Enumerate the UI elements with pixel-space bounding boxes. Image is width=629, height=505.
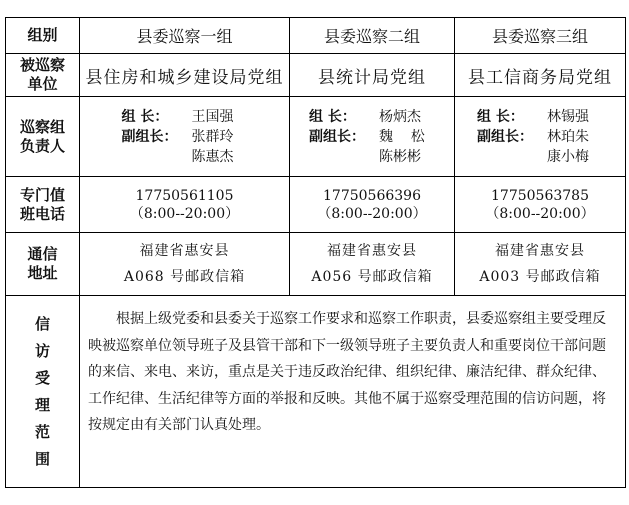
deputy-title: 副组长： <box>477 128 533 145</box>
phone-label-line: 专门值 <box>19 185 65 204</box>
inspection-info-table-sheet <box>5 17 625 501</box>
deputy-name: 陈惠杰 <box>191 148 234 165</box>
address-cell-3 <box>455 233 626 296</box>
leaders-group-3 <box>455 97 626 177</box>
phone-number: 17750566396 <box>323 187 421 204</box>
address-box: A003 号邮政信箱 <box>479 269 601 285</box>
scope-row <box>6 296 626 488</box>
deputy-name: 张群玲 <box>191 128 234 145</box>
phone-number: 17750561105 <box>135 187 234 204</box>
deputy-name: 魏 松 <box>379 128 425 145</box>
leaders-group-1 <box>80 97 290 177</box>
unit-1: 县住房和城乡建设局党组 <box>80 54 290 97</box>
unit-row <box>6 54 626 97</box>
scope-label-char: 围 <box>34 449 50 468</box>
address-label-line: 地址 <box>27 264 58 282</box>
phone-label <box>6 177 80 233</box>
address-label <box>6 233 80 296</box>
phone-cell-2 <box>290 177 455 233</box>
scope-text: 根据上级党委和县委关于巡察工作要求和巡察工作职责，县委巡察组主要受理反映被巡察单位领导班子及县管干部和下一级领导班子主要负责人和重要岗位干部问题的来信、来电、来访，重点是关于违反政治纪律、组织纪律、廉洁纪律、群众纪律、工作纪律、生活纪律等方面的举报和反映。其他不属于巡察受理范围的信访问题，将按规定由有关部门认真处理。 <box>80 296 626 488</box>
deputy-name: 陈彬彬 <box>379 148 421 165</box>
phone-label-line: 班电话 <box>19 204 65 223</box>
unit-label-line: 单位 <box>27 75 58 93</box>
scope-label-char: 范 <box>34 422 50 441</box>
address-city: 福建省惠安县 <box>327 243 417 259</box>
leader-label <box>6 97 80 177</box>
duty-hours: （8:00--20:00） <box>129 205 240 222</box>
head-title: 组 长： <box>477 108 524 125</box>
address-box: A068 号邮政信箱 <box>123 269 246 285</box>
address-row <box>6 233 626 296</box>
head-title: 组 长： <box>309 108 356 125</box>
leader-row <box>6 97 626 177</box>
inspection-info-table <box>5 17 626 488</box>
duty-hours: （8:00--20:00） <box>317 205 427 222</box>
group-name-1: 县委巡察一组 <box>80 18 290 54</box>
group-name-2: 县委巡察二组 <box>290 18 455 54</box>
group-label: 组别 <box>6 18 80 54</box>
phone-number: 17750563785 <box>491 187 589 204</box>
scope-label-char: 访 <box>34 341 50 360</box>
group-name-3: 县委巡察三组 <box>455 18 626 54</box>
address-cell-2 <box>290 233 455 296</box>
leader-label-line: 负责人 <box>19 136 65 155</box>
address-label-line: 通信 <box>27 245 58 263</box>
scope-label-char: 信 <box>34 314 50 333</box>
header-row <box>6 18 626 54</box>
head-name: 杨炳杰 <box>379 108 421 125</box>
duty-hours: （8:00--20:00） <box>485 205 595 222</box>
leader-label-line: 巡察组 <box>19 117 65 136</box>
head-name: 林锡强 <box>547 108 589 125</box>
scope-label-char: 理 <box>34 395 50 414</box>
head-title: 组 长： <box>121 108 169 125</box>
scope-label-char: 受 <box>34 368 50 387</box>
phone-cell-3 <box>455 177 626 233</box>
deputy-name: 康小梅 <box>547 148 589 165</box>
deputy-title: 副组长： <box>309 128 365 145</box>
address-box: A056 号邮政信箱 <box>311 269 433 285</box>
phone-row <box>6 177 626 233</box>
deputy-title: 副组长： <box>121 128 178 145</box>
unit-label-line: 被巡察 <box>19 56 65 74</box>
address-city: 福建省惠安县 <box>495 243 585 259</box>
deputy-name: 林珀朱 <box>547 128 589 145</box>
unit-2: 县统计局党组 <box>290 54 455 97</box>
scope-label <box>6 296 80 488</box>
address-cell-1 <box>80 233 290 296</box>
unit-label <box>6 54 80 97</box>
head-name: 王国强 <box>191 108 234 125</box>
unit-3: 县工信商务局党组 <box>455 54 626 97</box>
phone-cell-1 <box>80 177 290 233</box>
address-city: 福建省惠安县 <box>139 243 230 259</box>
leaders-group-2 <box>290 97 455 177</box>
